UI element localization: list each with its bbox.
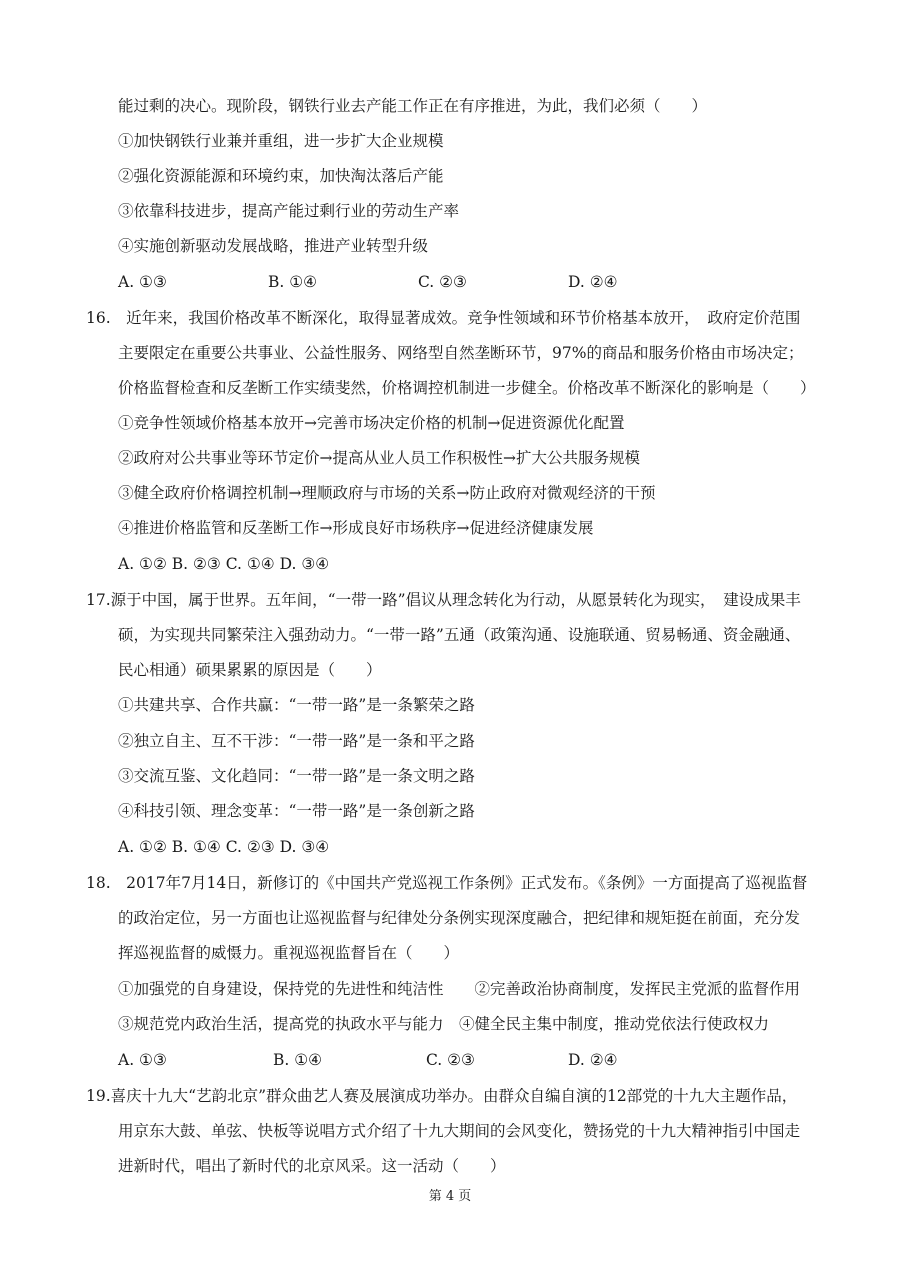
q19-stem-line-2: 用京东大鼓、单弦、快板等说唱方式介绍了十九大期间的会风变化，赞扬党的十九大精神指引中国走 — [118, 1122, 801, 1140]
q18-option-c: C. ②③ — [426, 1051, 475, 1069]
page-number: 第 4 页 — [428, 1189, 472, 1204]
q15-item-2: ②强化资源能源和环境约束，加快淘汰落后产能 — [118, 167, 444, 185]
q15-item-4: ④实施创新驱动发展战略，推进产业转型升级 — [118, 237, 429, 255]
q18-item-row-1: ①加强党的自身建设，保持党的先进性和纯洁性 ②完善政治协商制度，发挥民主党派的监督作用 — [118, 980, 801, 998]
q16-item-4: ④推进价格监管和反垄断工作→形成良好市场秩序→促进经济健康发展 — [118, 519, 594, 537]
q18-item-row-2: ③规范党内政治生活，提高党的执政水平与能力 ④健全民主集中制度，推动党依法行使政权力 — [118, 1015, 770, 1033]
q17-item-2: ②独立自主、互不干涉：“一带一路”是一条和平之路 — [118, 732, 475, 750]
q19-stem-line-1: 19.喜庆十九大“艺韵北京”群众曲艺人赛及展演成功举办。由群众自编自演的12部党的十九大主题作品， — [86, 1087, 798, 1105]
q18-stem-line-3: 挥巡视监督的威慑力。重视巡视监督旨在（ ） — [118, 944, 460, 962]
q18-option-b: B. ①④ — [273, 1051, 323, 1069]
q18-option-d: D. ②④ — [568, 1051, 618, 1069]
q16-item-3: ③健全政府价格调控机制→理顺政府与市场的关系→防止政府对微观经济的干预 — [118, 484, 656, 502]
q17-stem-line-2: 硕，为实现共同繁荣注入强劲动力。“一带一路”五通（政策沟通、设施联通、贸易畅通、资金融通、 — [118, 626, 801, 644]
q16-item-1: ①竞争性领域价格基本放开→完善市场决定价格的机制→促进资源优化配置 — [118, 414, 625, 432]
q18-option-a: A. ①③ — [118, 1051, 167, 1069]
q15-option-d: D. ②④ — [568, 273, 618, 291]
q16-options: A. ①② B. ②③ C. ①④ D. ③④ — [118, 555, 330, 573]
q17-stem-line-1: 17.源于中国，属于世界。五年间，“一带一路”倡议从理念转化为行动，从愿景转化为现实， 建设成果丰 — [86, 591, 801, 609]
q15-item-1: ①加快钢铁行业兼并重组，进一步扩大企业规模 — [118, 132, 444, 150]
q17-options: A. ①② B. ①④ C. ②③ D. ③④ — [118, 838, 330, 856]
q15-stem-tail: 能过剩的决心。现阶段，钢铁行业去产能工作正在有序推进，为此，我们必须（ ） — [118, 97, 708, 115]
q16-stem-line-2: 主要限定在重要公共事业、公益性服务、网络型自然垄断环节，97%的商品和服务价格由市场决定； — [118, 344, 804, 362]
q15-option-b: B. ①④ — [268, 273, 318, 291]
q17-item-3: ③交流互鉴、文化趋同：“一带一路”是一条文明之路 — [118, 767, 475, 785]
q18-stem-line-2: 的政治定位，另一方面也让巡视监督与纪律处分条例实现深度融合，把纪律和规矩挺在前面，充分发 — [118, 909, 801, 927]
q16-stem-line-3: 价格监督检查和反垄断工作实绩斐然，价格调控机制进一步健全。价格改革不断深化的影响是（ ） — [118, 379, 816, 397]
q18-stem-line-1: 18. 2017年7月14日，新修订的《中国共产党巡视工作条例》正式发布。《条例》一方面提高了巡视监督 — [86, 874, 808, 892]
q15-option-a: A. ①③ — [118, 273, 167, 291]
q19-stem-line-3: 进新时代，唱出了新时代的北京风采。这一活动（ ） — [118, 1157, 506, 1175]
q15-item-3: ③依靠科技进步，提高产能过剩行业的劳动生产率 — [118, 202, 460, 220]
q17-item-1: ①共建共享、合作共赢：“一带一路”是一条繁荣之路 — [118, 696, 475, 714]
q17-item-4: ④科技引领、理念变革：“一带一路”是一条创新之路 — [118, 802, 475, 820]
q17-stem-line-3: 民心相通）硕果累累的原因是（ ） — [118, 661, 382, 679]
q15-option-c: C. ②③ — [418, 273, 467, 291]
q16-stem-line-1: 16. 近年来，我国价格改革不断深化，取得显著成效。竞争性领域和环节价格基本放开， 政府定价范围 — [86, 309, 801, 327]
q16-item-2: ②政府对公共事业等环节定价→提高从业人员工作积极性→扩大公共服务规模 — [118, 449, 640, 467]
